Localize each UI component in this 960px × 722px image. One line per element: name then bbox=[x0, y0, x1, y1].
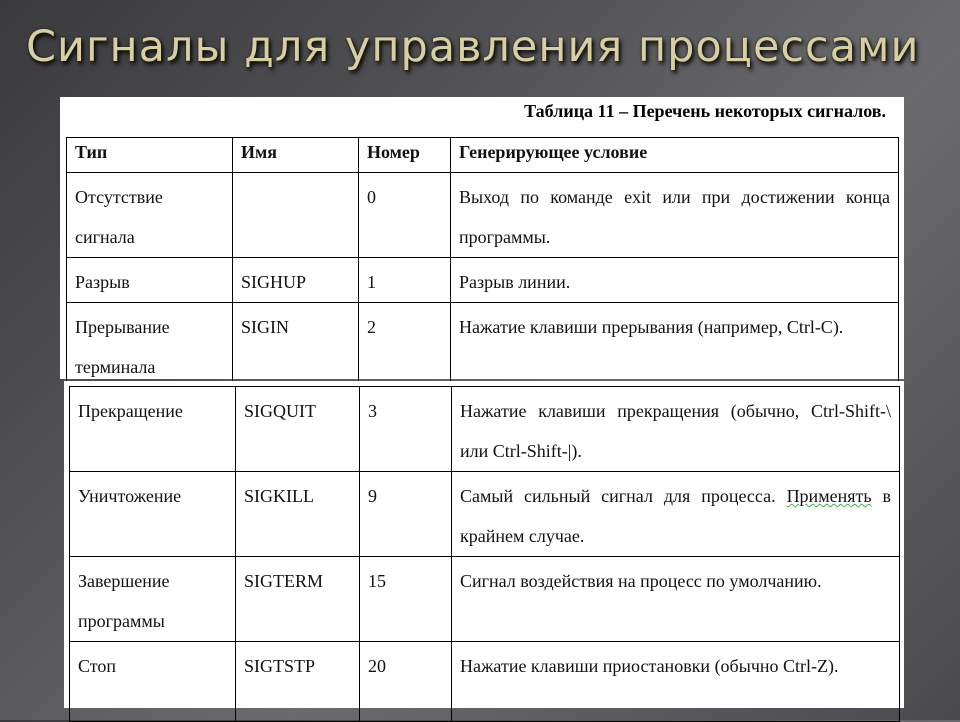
cell-name: SIGKILL bbox=[236, 472, 360, 557]
table-row bbox=[70, 557, 900, 642]
cell-number: 15 bbox=[360, 557, 452, 642]
cell-number: 9 bbox=[360, 472, 452, 557]
cell-number: 2 bbox=[359, 303, 451, 388]
cell-condition: Выход по команде exit или при достижении конца программы. bbox=[451, 173, 899, 258]
cell-number: 1 bbox=[359, 258, 451, 303]
signals-table-top bbox=[66, 137, 899, 388]
cell-condition: Разрыв линии. bbox=[451, 258, 899, 303]
header-name: Имя bbox=[233, 138, 359, 173]
cell-type: Завершение программы bbox=[70, 557, 236, 642]
table-caption: Таблица 11 – Перечень некоторых сигналов. bbox=[524, 101, 886, 121]
table-image-top bbox=[60, 97, 904, 379]
cell-condition: Нажатие клавиши приостановки (обычно Ctrl-Z). bbox=[452, 642, 900, 722]
cell-condition: Сигнал воздействия на процесс по умолчанию. bbox=[452, 557, 900, 642]
cell-number: 0 bbox=[359, 173, 451, 258]
table-row bbox=[67, 258, 899, 303]
cell-number: 20 bbox=[360, 642, 452, 722]
slide-title: Сигналы для управления процессами bbox=[26, 22, 920, 72]
table-header-row bbox=[67, 138, 899, 173]
spellcheck-word: Применять bbox=[786, 486, 872, 506]
cell-name: SIGTSTP bbox=[236, 642, 360, 722]
cell-name: SIGTERM bbox=[236, 557, 360, 642]
table-row bbox=[67, 173, 899, 258]
table-row bbox=[67, 303, 899, 388]
header-condition: Генерирующее условие bbox=[451, 138, 899, 173]
table-row bbox=[70, 642, 900, 722]
cell-name bbox=[233, 173, 359, 258]
header-number: Номер bbox=[359, 138, 451, 173]
signals-table-bottom bbox=[69, 386, 900, 722]
condition-part: Самый сильный сигнал для процесса. bbox=[460, 486, 776, 506]
cell-type: Прекращение bbox=[70, 387, 236, 472]
header-type: Тип bbox=[67, 138, 233, 173]
cell-type: Стоп bbox=[70, 642, 236, 722]
cell-type: Разрыв bbox=[67, 258, 233, 303]
condition-part: в крайнем случае. bbox=[460, 486, 891, 546]
table-image-bottom bbox=[64, 381, 904, 708]
cell-type: Уничтожение bbox=[70, 472, 236, 557]
cell-condition: Нажатие клавиши прерывания (например, Ctrl-C). bbox=[451, 303, 899, 388]
cell-name: SIGIN bbox=[233, 303, 359, 388]
table-row bbox=[70, 387, 900, 472]
cell-type: Прерывание терминала bbox=[67, 303, 233, 388]
cell-condition: Нажатие клавиши прекращения (обычно, Ctrl-Shift-\ или Ctrl-Shift-|). bbox=[452, 387, 900, 472]
cell-name: SIGHUP bbox=[233, 258, 359, 303]
cell-type: Отсутствие сигнала bbox=[67, 173, 233, 258]
table-row bbox=[70, 472, 900, 557]
cell-condition bbox=[452, 472, 900, 557]
cell-number: 3 bbox=[360, 387, 452, 472]
cell-name: SIGQUIT bbox=[236, 387, 360, 472]
